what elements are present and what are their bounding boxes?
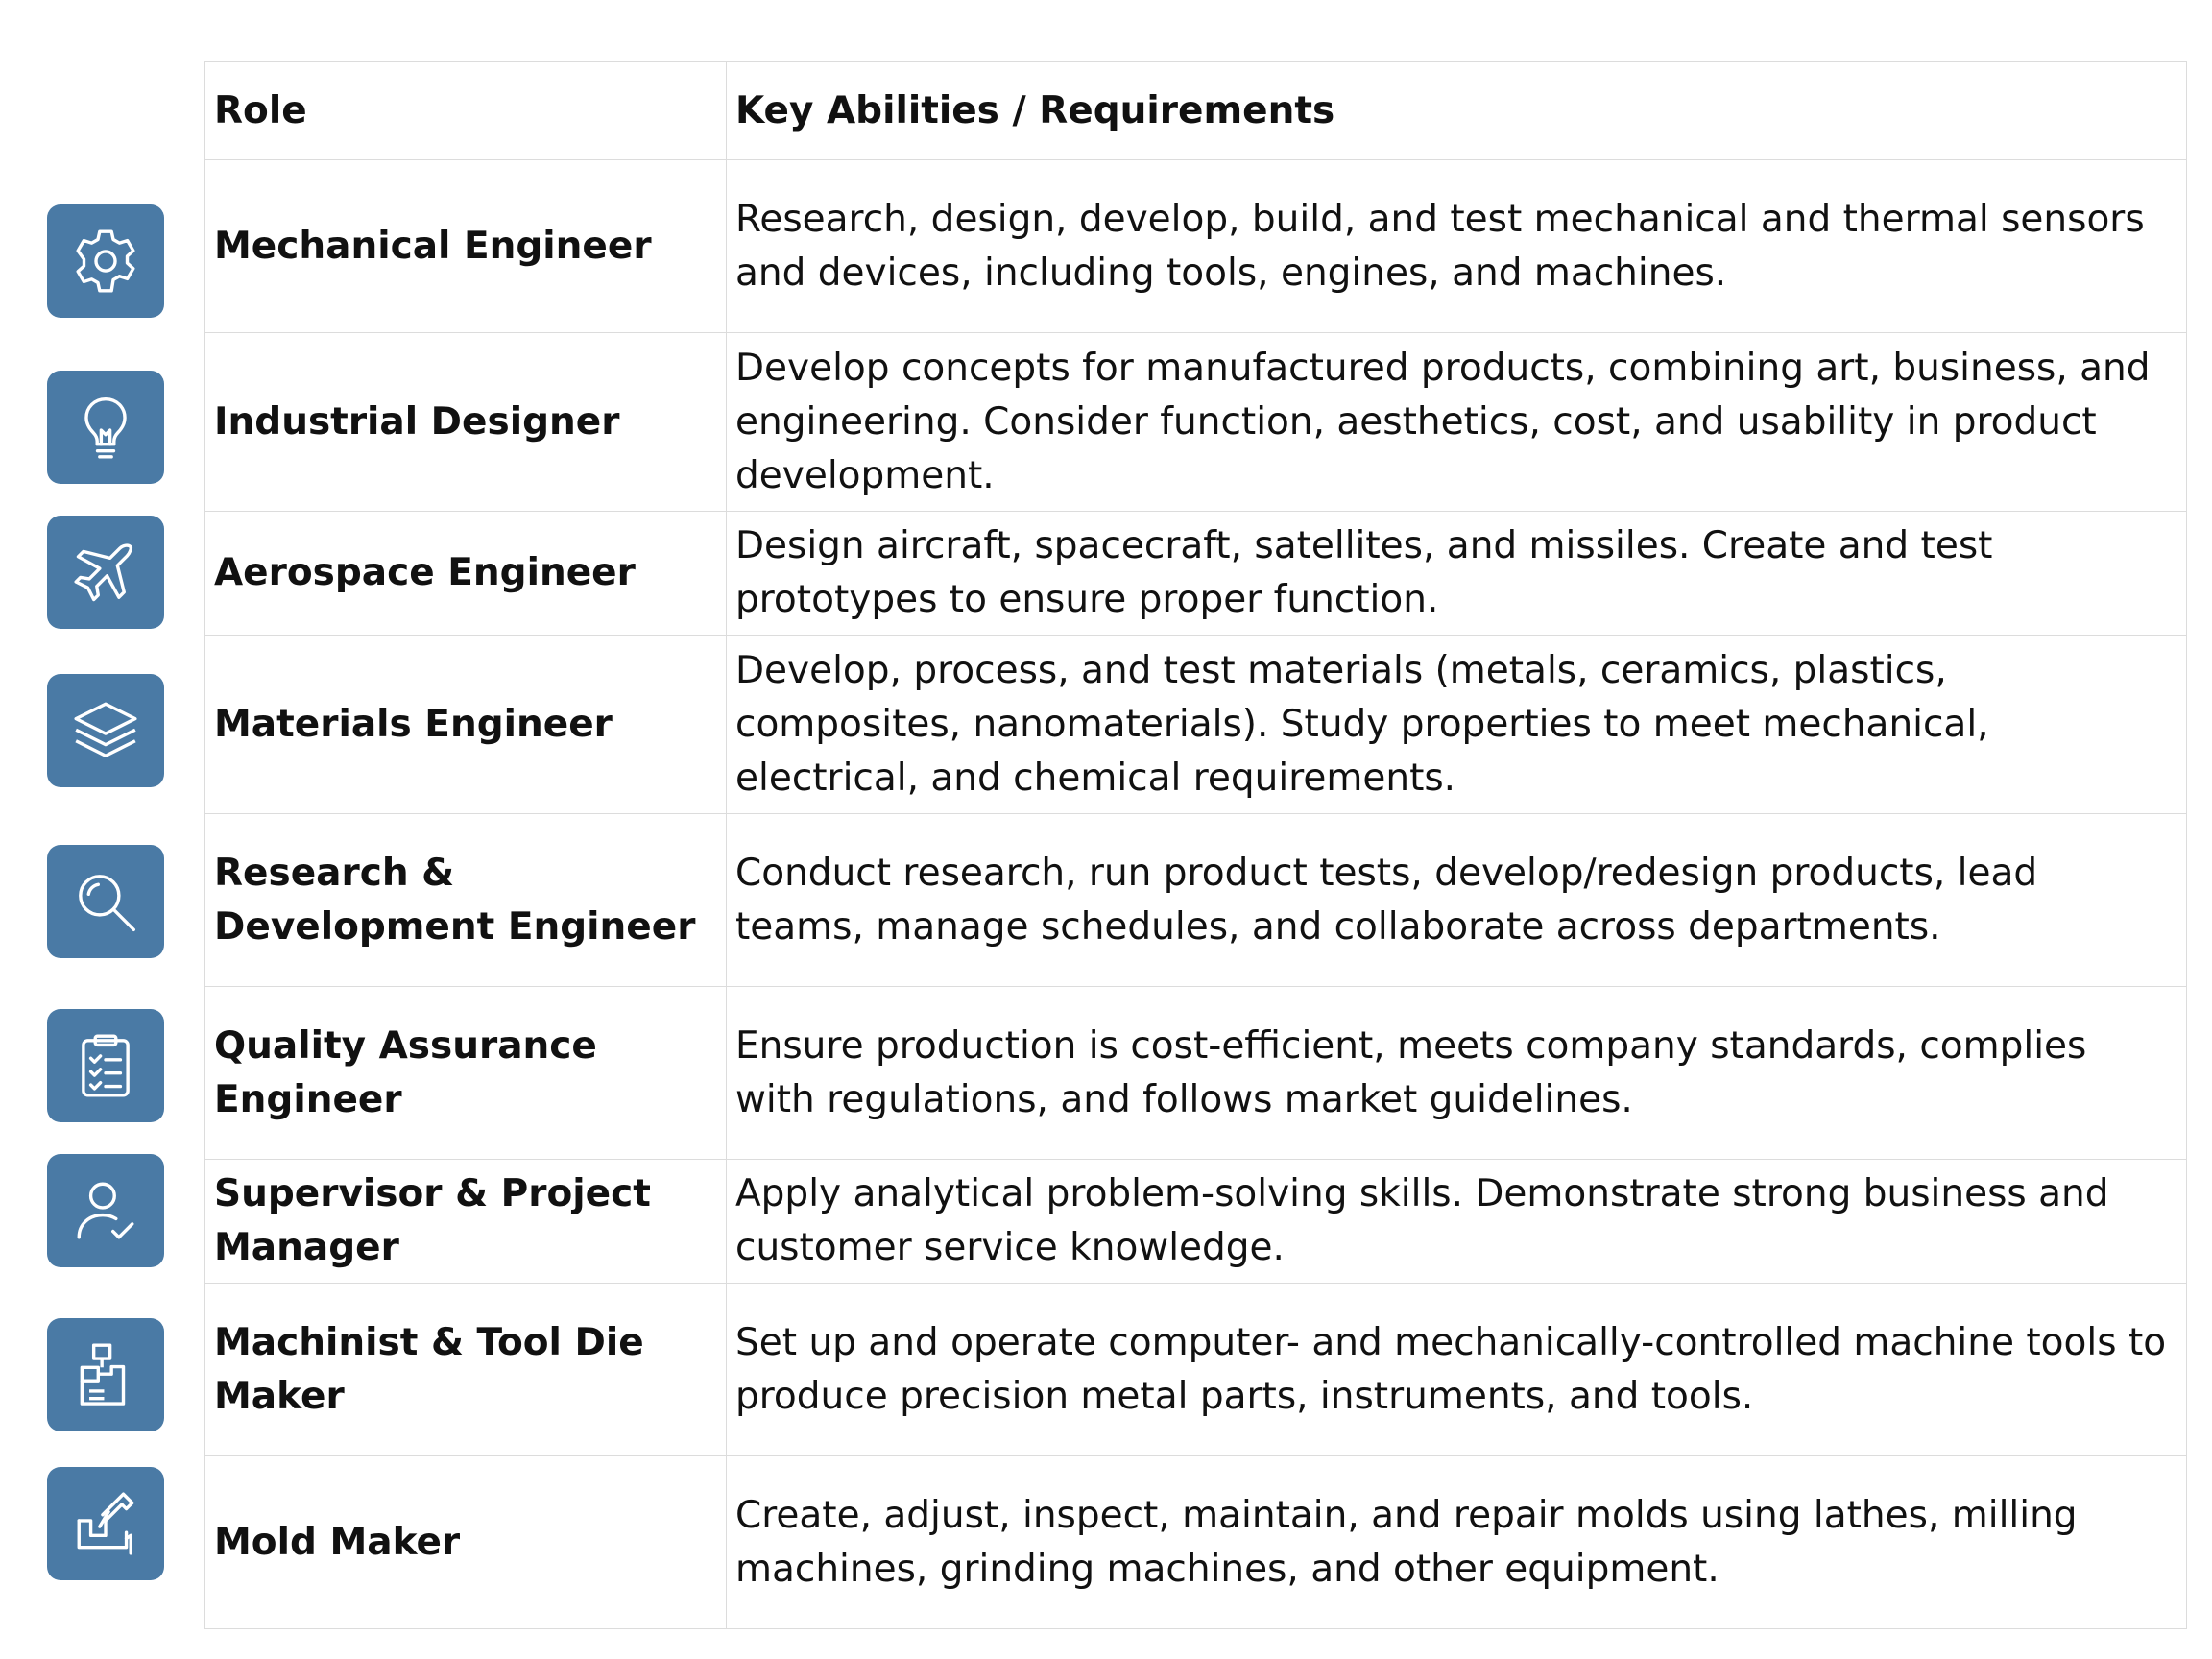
header-row (205, 62, 2187, 160)
layers-icon (70, 695, 141, 766)
hammer-mold-icon (70, 1488, 141, 1559)
table-row (205, 333, 2187, 512)
role-requirements: Develop, process, and test materials (metals, ceramics, plastics, composites, nanomaterials). Study properties to meet mechanical, electrical, and chemical requirements. (727, 636, 2187, 814)
role-requirements: Create, adjust, inspect, maintain, and repair molds using lathes, milling machines, grinding machines, and other equipment. (727, 1456, 2187, 1629)
table-row (205, 814, 2187, 987)
user-check-icon (70, 1175, 141, 1246)
header-requirements: Key Abilities / Requirements (727, 62, 2187, 160)
table-row (205, 1456, 2187, 1629)
magnifier-icon-tile (47, 845, 164, 958)
gear-icon (70, 226, 141, 297)
table-row (205, 1160, 2187, 1284)
lightbulb-icon-tile (47, 371, 164, 484)
lightbulb-icon (70, 392, 141, 463)
airplane-icon (70, 537, 141, 608)
role-requirements: Research, design, develop, build, and test mechanical and thermal sensors and devices, including tools, engines, and machines. (727, 160, 2187, 333)
clipboard-checklist-icon (70, 1030, 141, 1101)
role-requirements: Develop concepts for manufactured products, combining art, business, and engineering. Consider function, aesthetics, cost, and usability in product development. (727, 333, 2187, 512)
gear-icon-tile (47, 204, 164, 318)
role-requirements: Set up and operate computer- and mechanically-controlled machine tools to produce precision metal parts, instruments, and tools. (727, 1284, 2187, 1456)
role-name: Machinist & Tool Die Maker (205, 1284, 727, 1456)
clipboard-checklist-icon-tile (47, 1009, 164, 1122)
role-name: Mechanical Engineer (205, 160, 727, 333)
hammer-mold-icon-tile (47, 1467, 164, 1580)
airplane-icon-tile (47, 516, 164, 629)
role-name: Mold Maker (205, 1456, 727, 1629)
header-role: Role (205, 62, 727, 160)
role-name: Materials Engineer (205, 636, 727, 814)
table-row (205, 160, 2187, 333)
flowchart-icon (70, 1339, 141, 1410)
role-requirements: Design aircraft, spacecraft, satellites, and missiles. Create and test prototypes to ensure proper function. (727, 512, 2187, 636)
role-name: Quality Assurance Engineer (205, 987, 727, 1160)
role-name: Industrial Designer (205, 333, 727, 512)
table-row (205, 636, 2187, 814)
role-name: Aerospace Engineer (205, 512, 727, 636)
table-row (205, 512, 2187, 636)
roles-table (204, 61, 2187, 1629)
role-requirements: Apply analytical problem-solving skills. Demonstrate strong business and customer service knowledge. (727, 1160, 2187, 1284)
role-requirements: Conduct research, run product tests, develop/redesign products, lead teams, manage schedules, and collaborate across departments. (727, 814, 2187, 987)
user-check-icon-tile (47, 1154, 164, 1267)
table-row (205, 987, 2187, 1160)
role-name: Research & Development Engineer (205, 814, 727, 987)
role-requirements: Ensure production is cost-efficient, meets company standards, complies with regulations, and follows market guidelines. (727, 987, 2187, 1160)
table-row (205, 1284, 2187, 1456)
flowchart-icon-tile (47, 1318, 164, 1431)
layers-icon-tile (47, 674, 164, 787)
role-name: Supervisor & Project Manager (205, 1160, 727, 1284)
magnifier-icon (70, 866, 141, 937)
